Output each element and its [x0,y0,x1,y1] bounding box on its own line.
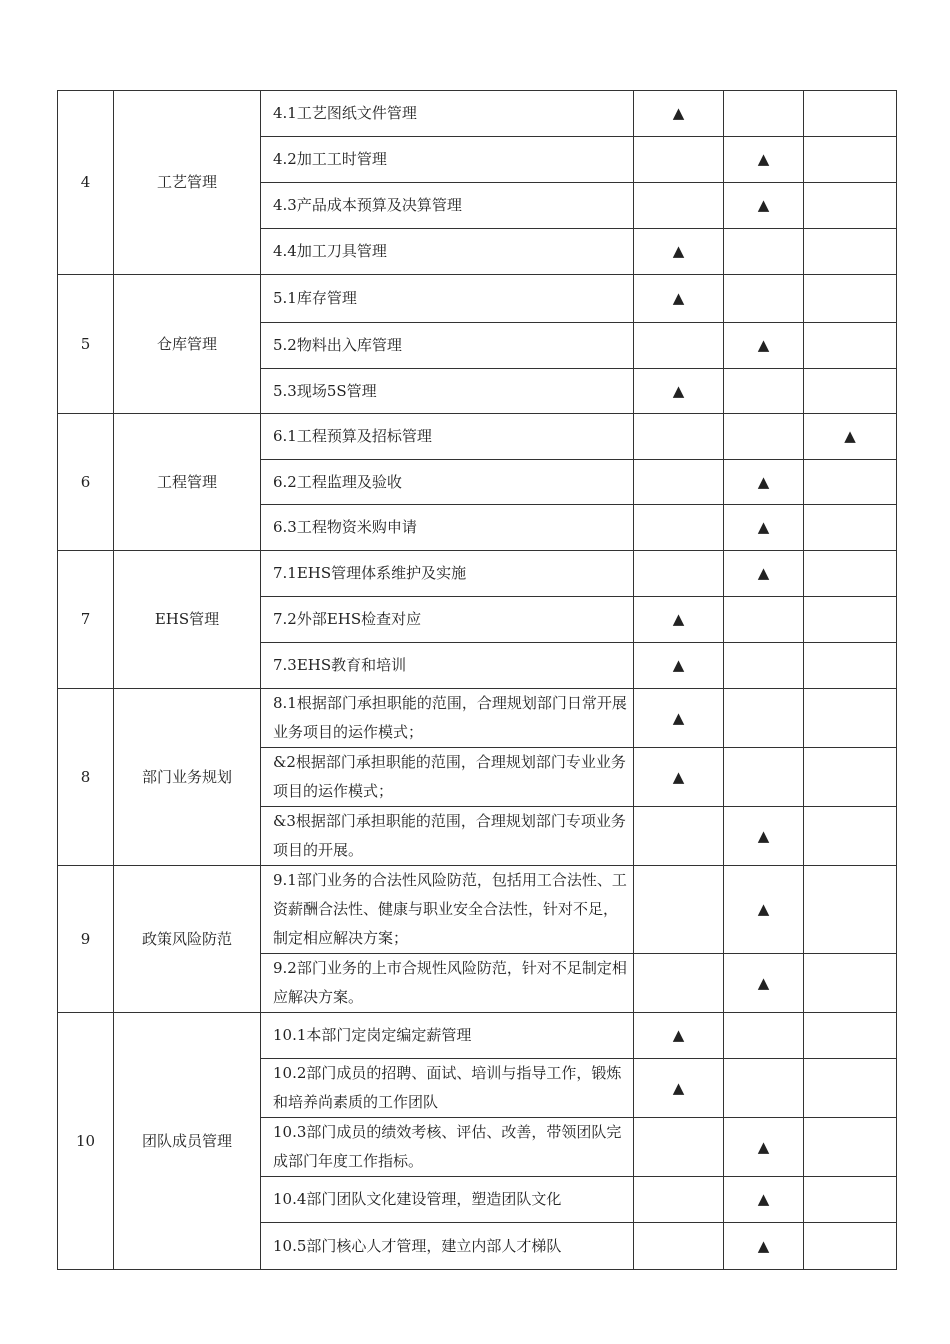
responsibility-cell [634,460,724,505]
responsibility-cell [724,91,804,137]
triangle-mark-icon: ▲ [672,289,685,307]
group-name: 政策风险防范 [114,866,261,1013]
task-description: 10.2部门成员的招聘、面试、培训与指导工作，锻炼和培养尚素质的工作团队 [261,1059,634,1118]
table-row [58,1013,897,1059]
task-description: 7.2外部EHS检查对应 [261,597,634,643]
triangle-mark-icon: ▲ [672,381,685,400]
responsibility-cell [804,183,897,229]
task-description: 4.2加工工时管理 [261,137,634,183]
responsibility-cell [634,1118,724,1177]
responsibility-cell [634,183,724,229]
group-number: 9 [58,866,114,1013]
group-number: 10 [58,1013,114,1270]
responsibility-cell [724,1013,804,1059]
responsibility-cell [634,551,724,597]
triangle-mark-icon: ▲ [757,1137,770,1156]
responsibility-cell [634,505,724,551]
task-description: 5.2物料出入库管理 [261,323,634,369]
responsibility-cell [634,414,724,460]
responsibility-cell [804,137,897,183]
responsibility-cell [634,597,724,643]
table-body [58,91,897,1270]
triangle-mark-icon: ▲ [672,1026,685,1044]
group-number: 7 [58,551,114,689]
task-description: 4.4加工刀具管理 [261,229,634,275]
task-description: 10.1本部门定岗定编定薪管理 [261,1013,634,1059]
triangle-mark-icon: ▲ [757,472,770,491]
group-name: 工程管理 [114,414,261,551]
responsibility-cell [634,807,724,866]
responsibility-cell [634,1177,724,1223]
responsibility-cell [804,807,897,866]
responsibility-cell [804,689,897,748]
group-name: 仓库管理 [114,275,261,414]
responsibility-cell [724,275,804,323]
task-description: 10.4部门团队文化建设管理，塑造团队文化 [261,1177,634,1223]
responsibility-cell [804,1177,897,1223]
responsibility-cell [724,807,804,866]
responsibility-cell [724,597,804,643]
responsibility-cell [634,1223,724,1270]
triangle-mark-icon: ▲ [672,1078,685,1097]
triangle-mark-icon: ▲ [757,336,770,354]
responsibility-cell [634,866,724,954]
task-description: 7.3EHS教育和培训 [261,643,634,689]
responsibility-cell [804,748,897,807]
responsibility-cell [724,414,804,460]
responsibility-cell [804,275,897,323]
responsibility-cell [724,369,804,414]
responsibility-cell [634,369,724,414]
triangle-mark-icon: ▲ [844,427,856,445]
triangle-mark-icon: ▲ [757,196,770,214]
task-description: 9.1部门业务的合法性风险防范，包括用工合法性、工资薪酬合法性、健康与职业安全合法性，针对不足，制定相应解决方案； [261,866,634,954]
responsibility-cell [634,137,724,183]
task-description: 5.1库存管理 [261,275,634,323]
triangle-mark-icon: ▲ [672,242,685,260]
responsibility-cell [634,91,724,137]
table-row [58,275,897,323]
responsibility-cell [804,1118,897,1177]
table-row [58,551,897,597]
triangle-mark-icon: ▲ [757,564,770,582]
triangle-mark-icon: ▲ [757,973,770,992]
task-description: 8.1根据部门承担职能的范围，合理规划部门日常开展业务项目的运作模式； [261,689,634,748]
triangle-mark-icon: ▲ [757,900,770,918]
responsibility-cell [724,954,804,1013]
table-row [58,689,897,748]
responsibility-cell [634,748,724,807]
responsibility-cell [724,551,804,597]
responsibility-cell [724,229,804,275]
responsibility-cell [634,1013,724,1059]
group-name: 工艺管理 [114,91,261,275]
group-number: 8 [58,689,114,866]
responsibility-cell [724,1118,804,1177]
responsibility-cell [804,460,897,505]
responsibility-cell [724,183,804,229]
responsibility-cell [804,866,897,954]
triangle-mark-icon: ▲ [672,656,685,674]
group-number: 4 [58,91,114,275]
table-row [58,91,897,137]
group-number: 5 [58,275,114,414]
task-description: 5.3现场5S管理 [261,369,634,414]
responsibility-cell [804,1013,897,1059]
responsibility-cell [804,954,897,1013]
responsibility-cell [634,275,724,323]
responsibility-cell [724,505,804,551]
responsibility-cell [804,597,897,643]
responsibility-cell [724,1177,804,1223]
responsibility-cell [724,137,804,183]
responsibility-cell [804,1223,897,1270]
task-description: &3根据部门承担职能的范围，合理规划部门专项业务项目的开展。 [261,807,634,866]
responsibility-cell [724,643,804,689]
responsibility-cell [804,323,897,369]
responsibility-cell [804,414,897,460]
triangle-mark-icon: ▲ [672,708,685,727]
responsibility-cell [804,91,897,137]
responsibility-table [57,90,897,1270]
responsibility-cell [724,748,804,807]
responsibility-cell [724,689,804,748]
task-description: 4.3产品成本预算及决算管理 [261,183,634,229]
triangle-mark-icon: ▲ [672,104,685,122]
table-row [58,866,897,954]
responsibility-cell [724,460,804,505]
responsibility-cell [804,369,897,414]
responsibility-cell [724,1059,804,1118]
responsibility-cell [634,229,724,275]
triangle-mark-icon: ▲ [757,1190,770,1208]
responsibility-cell [634,1059,724,1118]
group-name: EHS管理 [114,551,261,689]
responsibility-cell [804,643,897,689]
triangle-mark-icon: ▲ [757,1236,770,1255]
group-name: 部门业务规划 [114,689,261,866]
triangle-mark-icon: ▲ [672,767,685,786]
task-description: 6.3工程物资米购申请 [261,505,634,551]
task-description: 9.2部门业务的上市合规性风险防范，针对不足制定相应解决方案。 [261,954,634,1013]
triangle-mark-icon: ▲ [672,610,685,628]
responsibility-cell [634,689,724,748]
responsibility-cell [724,1223,804,1270]
task-description: 6.1工程预算及招标管理 [261,414,634,460]
responsibility-cell [804,229,897,275]
triangle-mark-icon: ▲ [757,150,770,168]
task-description: 4.1工艺图纸文件管理 [261,91,634,137]
task-description: 6.2工程监理及验收 [261,460,634,505]
table-row [58,414,897,460]
responsibility-cell [804,1059,897,1118]
task-description: &2根据部门承担职能的范围，合理规划部门专业业务项目的运作模式； [261,748,634,807]
responsibility-cell [804,551,897,597]
responsibility-cell [724,323,804,369]
responsibility-cell [634,323,724,369]
responsibility-cell [634,954,724,1013]
group-name: 团队成员管理 [114,1013,261,1270]
task-description: 10.5部门核心人才管理，建立内部人才梯队 [261,1223,634,1270]
task-description: 10.3部门成员的绩效考核、评估、改善，带领团队完成部门年度工作指标。 [261,1118,634,1177]
responsibility-cell [724,866,804,954]
triangle-mark-icon: ▲ [757,826,770,845]
responsibility-cell [634,643,724,689]
responsibility-cell [804,505,897,551]
task-description: 7.1EHS管理体系维护及实施 [261,551,634,597]
group-number: 6 [58,414,114,551]
triangle-mark-icon: ▲ [757,518,770,536]
